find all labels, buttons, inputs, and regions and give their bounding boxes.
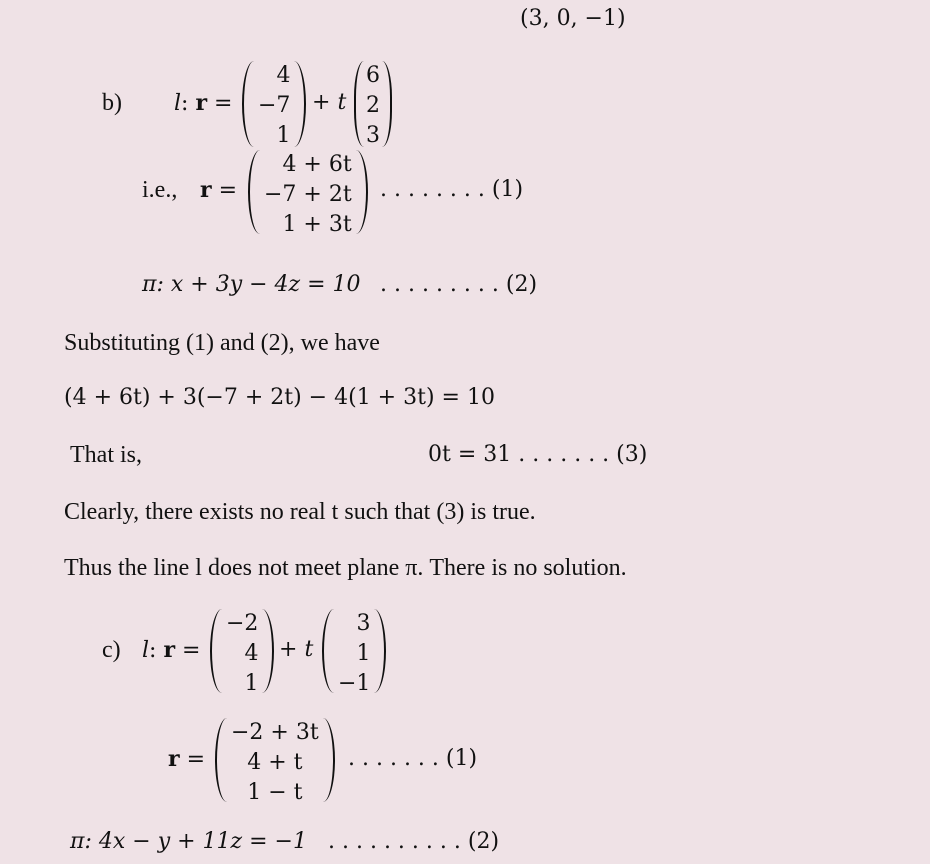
substitution-equation: (4 + 6t) + 3(−7 + 2t) − 4(1 + 3t) = 10 [64, 385, 495, 410]
part-c-point-vector [210, 609, 274, 696]
eq2-tag: . . . . . . . . . (2) [380, 272, 538, 297]
plus-t: + t [312, 90, 347, 115]
line-name: l [174, 91, 182, 116]
vec-entry: 1 [356, 641, 371, 666]
vec-entry: −7 + 2t [264, 182, 352, 207]
part-c-direction-vector [322, 609, 386, 696]
eq1-tag-c: . . . . . . . (1) [348, 746, 478, 771]
vec-entry: 6 [366, 63, 380, 88]
substituting-text: Substituting (1) and (2), we have [64, 330, 380, 356]
vec-entry: 1 + 3t [282, 212, 352, 237]
vec-entry: 3 [356, 611, 371, 636]
vec-entry: −7 [258, 93, 291, 118]
vec-entry: 1 − t [247, 780, 303, 805]
result-equation: 0t = 31 . . . . . . . (3) [428, 442, 648, 467]
part-b-label: b) [102, 90, 122, 116]
r-equals: r = [200, 177, 238, 203]
vec-entry: 1 [244, 671, 259, 696]
r-equals: r = [168, 746, 206, 772]
part-b-point-vector [242, 61, 306, 147]
plus-t: + t [279, 637, 314, 662]
vec-entry: −2 + 3t [231, 720, 319, 745]
vec-entry: 4 [244, 641, 259, 666]
that-is-text: That is, [70, 442, 142, 468]
vec-entry: −1 [338, 671, 371, 696]
clearly-text: Clearly, there exists no real t such that (3) is true. [64, 499, 536, 525]
part-c-label: c) [102, 637, 121, 663]
vec-entry: 4 [276, 63, 291, 88]
eq1-tag: . . . . . . . . (1) [380, 177, 524, 202]
part-b-line-lhs: l: r = [174, 90, 233, 116]
vec-entry: 4 + 6t [282, 152, 352, 177]
vec-entry: 2 [366, 93, 380, 118]
part-b-param-vector [248, 150, 368, 237]
vec-entry: 3 [366, 123, 380, 148]
thus-text: Thus the line l does not meet plane π. There is no solution. [64, 555, 627, 581]
vec-entry: −2 [226, 611, 259, 636]
vec-entry: 4 + t [247, 750, 303, 775]
part-c-param-vector [215, 718, 335, 805]
eq2-tag-c: . . . . . . . . . . (2) [328, 829, 500, 854]
part-c-line-lhs: l: r = [142, 637, 201, 663]
part-b-direction-vector [354, 61, 392, 147]
plane-b: π: x + 3y − 4z = 10 [142, 272, 361, 297]
plane-c: π: 4x − y + 11z = −1 [70, 829, 307, 854]
top-point: (3, 0, −1) [520, 6, 626, 31]
vec-entry: 1 [276, 123, 291, 148]
vector-r: r [195, 90, 208, 116]
ie-label: i.e., [142, 177, 178, 203]
